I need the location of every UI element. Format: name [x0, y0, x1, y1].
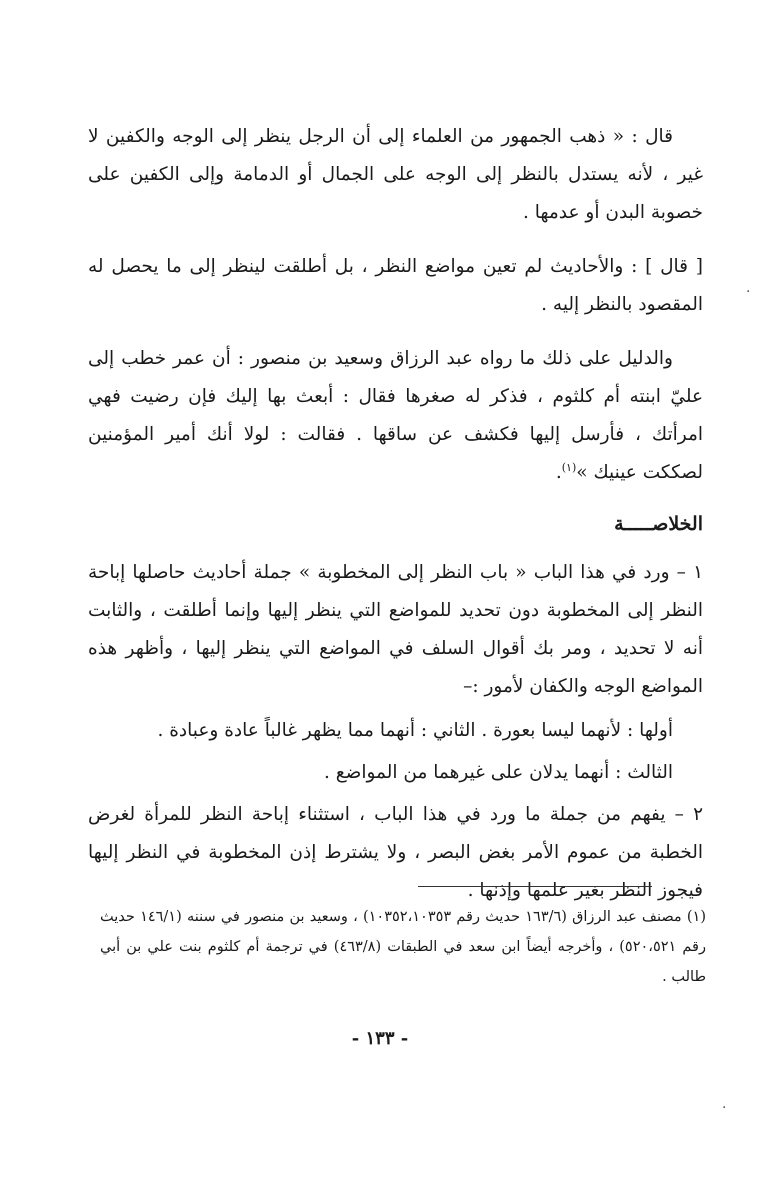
footnote-reference: (١) — [561, 460, 577, 474]
footnote: (١) مصنف عبد الرزاق (١٦٣/٦ حديث رقم ١٠٣٥٢،١٠٣٥٣) ، وسعيد بن منصور في سننه (١٤٦/١ حديث رقم ٥٢٠،٥٢١) ، وأخرجه أيضاً ابن سعد في الطبقات (٤٦٣/٨) في ترجمة أم كلثوم بنت علي بن أبي طالب . — [100, 909, 706, 985]
paragraph-evidence — [88, 340, 703, 492]
paragraph-quote: قال : « ذهب الجمهور من العلماء إلى أن الرجل ينظر إلى الوجه والكفين لا غير ، لأنه يستدل بالنظر إلى الوجه على الجمال أو الدمامة وإلى الكفين على خصوبة البدن أو عدمها . — [88, 126, 703, 223]
summary-item-1: ١ – ورد في هذا الباب « باب النظر إلى المخطوبة » جملة أحاديث حاصلها إباحة النظر إلى المخطوبة دون تحديد للمواضع التي ينظر إليها وإنما أطلقت ، والثابت أنه لا تحديد ، ومر بك أقوال السلف في المواضع التي ينظر إليها ، وأظهر هذه المواضع الوجه والكفان لأمور :– — [88, 562, 703, 697]
paragraph-evidence-end: . — [555, 462, 562, 483]
summary-point-first-second: أولها : لأنهما ليسا بعورة . الثاني : أنهما مما يظهر غالباً عادة وعبادة . — [157, 720, 673, 741]
summary-item-2: ٢ – يفهم من جملة ما ورد في هذا الباب ، استثناء إباحة النظر للمرأة لغرض الخطبة من عموم الأمر بغض البصر ، ولا يشترط إذن المخطوبة في النظر إليها فيجوز النظر بغير علمها وإذنها . — [88, 804, 703, 901]
section-heading: الخلاصـــــة — [614, 513, 703, 535]
page-body — [88, 118, 703, 916]
page-number: - ١٣٣ - — [351, 1028, 409, 1049]
paragraph-evidence-text: والدليل على ذلك ما رواه عبد الرزاق وسعيد بن منصور : أن عمر خطب إلى عليّ ابنته أم كلثوم ، فذكر له صغرها فقال : أبعث بها إليك فإن رضيت فهي امرأتك ، فأرسل إليها فكشف عن ساقها . فقالت : لولا أنك أمير المؤمنين لصككت عينيك » — [88, 348, 703, 483]
footnote-divider — [418, 886, 652, 887]
summary-point-third: الثالث : أنهما يدلان على غيرهما من المواضع . — [324, 762, 673, 783]
scan-speck: · — [746, 284, 751, 300]
scan-speck: · — [722, 1100, 727, 1116]
paragraph-hadith-note: [ قال ] : والأحاديث لم تعين مواضع النظر ، بل أطلقت لينظر إلى ما يحصل له المقصود بالنظر إليه . — [88, 256, 703, 315]
